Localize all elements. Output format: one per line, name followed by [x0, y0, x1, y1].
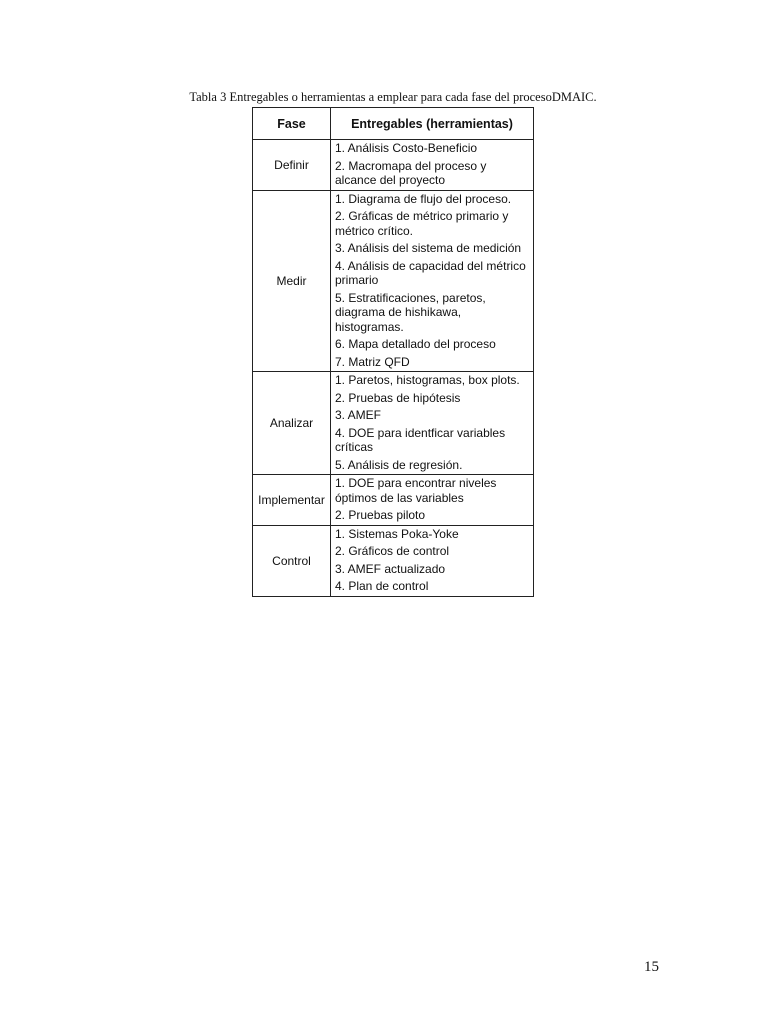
deliverables-cell — [331, 525, 534, 596]
deliverable-item: 4. Plan de control — [335, 579, 429, 593]
deliverables-cell — [331, 140, 534, 191]
deliverable-item: 4. Análisis de capacidad del métrico primario — [335, 258, 526, 287]
deliverable-item: 6. Mapa detallado del proceso — [335, 337, 496, 351]
page-number: 15 — [644, 959, 659, 975]
phase-cell: Implementar — [253, 475, 331, 526]
table-row — [253, 140, 534, 191]
phase-cell: Control — [253, 525, 331, 596]
deliverables-cell — [331, 372, 534, 475]
deliverable-item: 5. Análisis de regresión. — [335, 457, 463, 472]
deliverable-item: 4. DOE para identficar variables críticas — [335, 425, 506, 454]
deliverable-item: 5. Estratificaciones, paretos, diagrama de hishikawa, histogramas. — [335, 290, 486, 334]
phase-cell: Analizar — [253, 372, 331, 475]
table-row — [253, 475, 534, 526]
phase-cell: Medir — [253, 190, 331, 372]
table-row — [253, 190, 534, 372]
deliverable-item: 2. Gráficas de métrico primario y métrico crítico. — [335, 209, 509, 238]
deliverable-item: 3. AMEF — [335, 408, 382, 422]
deliverable-item: 1. Diagrama de flujo del proceso. — [335, 191, 512, 206]
table-row — [253, 372, 534, 475]
deliverable-item: 1. Sistemas Poka-Yoke — [335, 526, 459, 541]
table-body — [253, 140, 534, 597]
deliverable-item: 1. Paretos, histogramas, box plots. — [335, 373, 520, 387]
table-row — [253, 525, 534, 596]
deliverable-item: 3. AMEF actualizado — [335, 561, 446, 576]
deliverable-item: 3. Análisis del sistema de medición — [335, 241, 522, 255]
deliverable-item: 2. Pruebas de hipótesis — [335, 390, 461, 405]
header-fase: Fase — [253, 108, 331, 140]
phase-cell: Definir — [253, 140, 331, 191]
table-caption: Tabla 3 Entregables o herramientas a emplear para cada fase del procesoDMAIC. — [189, 90, 597, 104]
deliverables-cell — [331, 190, 534, 372]
deliverable-item: 1. DOE para encontrar niveles óptimos de las variables — [335, 476, 497, 505]
deliverable-item: 2. Macromapa del proceso y alcance del proyecto — [335, 158, 487, 187]
deliverables-cell — [331, 475, 534, 526]
deliverable-item: 7. Matriz QFD — [335, 354, 410, 369]
dmaic-deliverables-table — [252, 107, 534, 597]
deliverable-item: 2. Gráficos de control — [335, 544, 450, 558]
deliverable-item: 2. Pruebas piloto — [335, 508, 426, 522]
header-entregables: Entregables (herramientas) — [331, 108, 534, 140]
deliverable-item: 1. Análisis Costo-Beneficio — [335, 141, 478, 155]
table-header-row — [253, 108, 534, 140]
